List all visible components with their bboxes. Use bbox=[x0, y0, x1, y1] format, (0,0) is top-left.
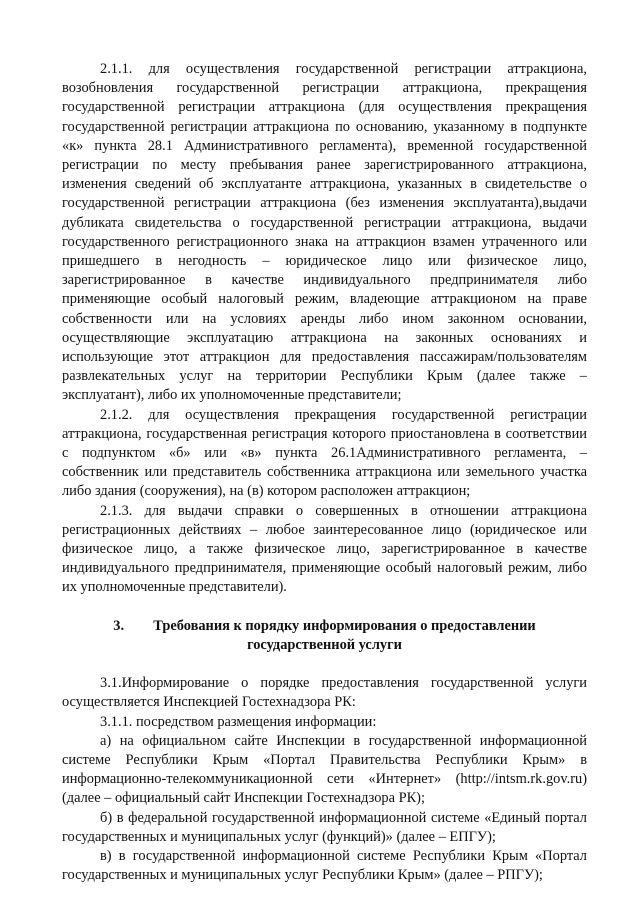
paragraph-3-1-1: 3.1.1. посредством размещения информации: bbox=[100, 713, 377, 730]
section-title-line1: Требования к порядку информирования о предоставлении bbox=[153, 617, 536, 634]
paragraph-2-1-3: 2.1.3. для выдачи справки о совершенных в отношении аттракциона регистрационных действиях – любое заинтересованное лицо (юридическое или физическое лицо, а также физическое лицо, зарегистрированное в качестве индивидуального предпринимателя, применяющие особый налоговый режим, либо их уполномоченные представители). bbox=[62, 502, 587, 596]
paragraph-2-1-2: 2.1.2. для осуществления прекращения государственной регистрации аттракциона, государственная регистрация которого приостановлена в соответствии с подпунктом «б» или «в» пункта 26.1Административного регламента, – собственник или представитель собственника аттракциона или земельного участка либо здания (сооружения), на (в) котором расположен аттракцион; bbox=[62, 406, 587, 500]
paragraph-a: а) на официальном сайте Инспекции в государственной информационной системе Республики Крым «Портал Правительства Республики Крым» в информационно-телекоммуникационной сети «Интернет» (http://intsm.rk.gov.ru) (далее – официальный сайт Инспекции Гостехнадзора РК); bbox=[62, 732, 587, 807]
section-number: 3. bbox=[113, 617, 125, 634]
section-title-line2: государственной услуги bbox=[247, 636, 402, 653]
paragraph-v: в) в государственной информационной системе Республики Крым «Портал государственных и муниципальных услуг Республики Крым» (далее – РПГУ); bbox=[62, 847, 587, 884]
section-heading-line1 bbox=[62, 617, 587, 636]
section-heading bbox=[62, 617, 587, 655]
spacer bbox=[62, 655, 587, 674]
paragraph-2-1-1: 2.1.1. для осуществления государственной регистрации аттракциона, возобновления государственной регистрации аттракциона, прекращения государственной регистрации аттракциона (для осуществления прекращения государственной регистрации аттракциона по основанию, указанному в подпункте «к» пункта 28.1 Административного регламента), временной государственной регистрации по месту пребывания ранее зарегистрированного аттракциона, изменения сведений об эксплуатанте аттракциона, указанных в свидетельстве о государственной регистрации аттракциона (без изменения эксплуатанта),выдачи дубликата свидетельства о государственной регистрации аттракциона, выдачи государственного регистрационного знака на аттракцион взамен утраченного или пришедшего в негодность – юридическое лицо или физическое лицо, зарегистрированное в качестве индивидуального предпринимателя либо применяющие особый налоговый режим, владеющие аттракционом на праве собственности или на условиях аренды либо ином законном основании, осуществляющие эксплуатацию аттракциона на законных основаниях и использующие этот аттракцион для предоставления пассажирам/пользователям развлекательных услуг на территории Республики Крым (далее также – эксплуатант), либо их уполномоченные представители; bbox=[62, 61, 587, 404]
spacer bbox=[62, 598, 587, 617]
paragraph-b: б) в федеральной государственной информационной системе «Единый портал государственных и муниципальных услуг (функций)» (далее – ЕПГУ); bbox=[62, 809, 587, 845]
paragraph-3-1: 3.1.Информирование о порядке предоставления государственной услуги осуществляется Инспекцией Гостехнадзора РК: bbox=[62, 675, 587, 711]
